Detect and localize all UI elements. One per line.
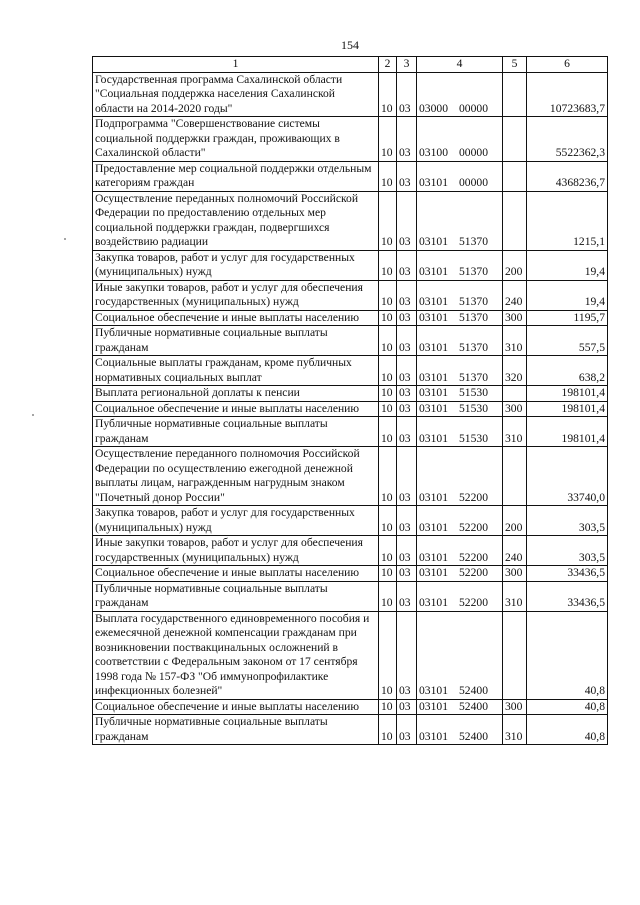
row-section: 10 [379, 536, 397, 566]
row-section: 10 [379, 280, 397, 310]
row-target-code [417, 191, 503, 250]
row-target-code-item: 52200 [459, 550, 488, 564]
row-subsection: 03 [397, 715, 417, 745]
table-row [93, 566, 608, 582]
row-section: 10 [379, 611, 397, 699]
row-target-code-item: 51370 [459, 265, 488, 278]
row-subsection: 03 [397, 611, 417, 699]
row-target-code-item: 51530 [459, 431, 488, 445]
row-expense-type [503, 386, 527, 402]
row-subsection: 03 [397, 506, 417, 536]
table-row [93, 715, 608, 745]
row-expense-type [503, 447, 527, 506]
row-subsection: 03 [397, 161, 417, 191]
row-section: 10 [379, 506, 397, 536]
row-target-code [417, 250, 503, 280]
row-target-code-program: 03101 [419, 265, 448, 278]
row-target-code [417, 506, 503, 536]
row-amount: 33436,5 [527, 581, 608, 611]
scan-speck [32, 414, 34, 416]
row-target-code-item: 00000 [459, 146, 488, 159]
scan-speck [64, 238, 66, 240]
table-row [93, 117, 608, 162]
row-section: 10 [379, 566, 397, 582]
header-col-1: 1 [93, 57, 379, 73]
row-section: 10 [379, 581, 397, 611]
row-target-code [417, 310, 503, 326]
row-name: Выплата государственного единовременного пособия и ежемесячной денежной компенсации гражданам при возникновении поствакцинальных осложнений в соответствии с Федеральным законом от 17 сентября 1998 года № 157-ФЗ "Об иммунопрофилактике инфекционных болезней" [93, 611, 379, 699]
row-target-code-program: 03101 [419, 490, 448, 504]
row-target-code [417, 401, 503, 417]
row-target-code-program: 03101 [419, 386, 448, 399]
row-expense-type [503, 161, 527, 191]
table-row [93, 191, 608, 250]
row-name: Осуществление переданного полномочия Российской Федерации по осуществлению ежегодной денежной выплаты лицам, награжденным нагрудным знаком "Почетный донор России" [93, 447, 379, 506]
table-row [93, 536, 608, 566]
row-target-code-program: 03101 [419, 295, 448, 308]
row-target-code [417, 326, 503, 356]
row-target-code [417, 536, 503, 566]
row-amount: 638,2 [527, 356, 608, 386]
row-subsection: 03 [397, 536, 417, 566]
table-row [93, 401, 608, 417]
row-subsection: 03 [397, 250, 417, 280]
row-target-code [417, 447, 503, 506]
header-col-5: 5 [503, 57, 527, 73]
row-target-code [417, 699, 503, 715]
row-amount: 303,5 [527, 536, 608, 566]
row-section: 10 [379, 310, 397, 326]
row-name: Публичные нормативные социальные выплаты гражданам [93, 326, 379, 356]
row-subsection: 03 [397, 117, 417, 162]
row-name: Публичные нормативные социальные выплаты гражданам [93, 715, 379, 745]
row-subsection: 03 [397, 581, 417, 611]
row-target-code-program: 03101 [419, 684, 448, 697]
row-name: Публичные нормативные социальные выплаты гражданам [93, 581, 379, 611]
table-row [93, 310, 608, 326]
row-target-code-item: 51370 [459, 310, 488, 324]
row-section: 10 [379, 401, 397, 417]
row-name: Иные закупки товаров, работ и услуг для обеспечения государственных (муниципальных) нужд [93, 280, 379, 310]
table-row [93, 611, 608, 699]
table-body [93, 72, 608, 745]
row-section: 10 [379, 191, 397, 250]
row-subsection: 03 [397, 566, 417, 582]
row-target-code-item: 51370 [459, 235, 488, 248]
row-name: Социальное обеспечение и иные выплаты населению [93, 310, 379, 326]
row-name: Социальные выплаты гражданам, кроме публичных нормативных социальных выплат [93, 356, 379, 386]
row-target-code-item: 52400 [459, 684, 488, 697]
row-section: 10 [379, 117, 397, 162]
row-target-code [417, 566, 503, 582]
row-name: Государственная программа Сахалинской области "Социальная поддержка населения Сахалинской области на 2014-2020 годы" [93, 72, 379, 117]
row-expense-type: 310 [503, 326, 527, 356]
row-target-code-program: 03101 [419, 699, 448, 713]
row-target-code [417, 356, 503, 386]
row-target-code-item: 51370 [459, 370, 488, 384]
row-expense-type: 300 [503, 401, 527, 417]
row-name: Социальное обеспечение и иные выплаты населению [93, 566, 379, 582]
row-expense-type: 300 [503, 699, 527, 715]
row-subsection: 03 [397, 447, 417, 506]
row-amount: 557,5 [527, 326, 608, 356]
table-row [93, 386, 608, 402]
row-expense-type: 320 [503, 356, 527, 386]
row-target-code [417, 117, 503, 162]
row-target-code [417, 581, 503, 611]
header-col-4: 4 [417, 57, 503, 73]
row-target-code-program: 03000 [419, 101, 448, 115]
table-row [93, 250, 608, 280]
row-amount: 40,8 [527, 699, 608, 715]
header-col-3: 3 [397, 57, 417, 73]
row-target-code [417, 611, 503, 699]
row-expense-type [503, 611, 527, 699]
row-target-code [417, 161, 503, 191]
row-expense-type: 310 [503, 417, 527, 447]
table-row [93, 417, 608, 447]
row-expense-type: 310 [503, 581, 527, 611]
row-target-code-program: 03100 [419, 146, 448, 159]
row-amount: 40,8 [527, 611, 608, 699]
row-target-code-program: 03101 [419, 340, 448, 354]
row-target-code-item: 00000 [459, 101, 488, 115]
row-section: 10 [379, 386, 397, 402]
row-amount: 303,5 [527, 506, 608, 536]
row-section: 10 [379, 326, 397, 356]
row-amount: 40,8 [527, 715, 608, 745]
row-target-code-item: 52400 [459, 699, 488, 713]
row-target-code [417, 72, 503, 117]
row-expense-type: 300 [503, 566, 527, 582]
row-section: 10 [379, 72, 397, 117]
row-target-code [417, 386, 503, 402]
row-target-code-program: 03101 [419, 310, 448, 324]
row-target-code-program: 03101 [419, 550, 448, 564]
row-amount: 33436,5 [527, 566, 608, 582]
row-target-code-item: 00000 [459, 176, 488, 189]
row-amount: 198101,4 [527, 401, 608, 417]
row-name: Социальное обеспечение и иные выплаты населению [93, 401, 379, 417]
row-name: Осуществление переданных полномочий Российской Федерации по предоставлению отдельных мер социальной поддержки граждан, подвергшихся воздействию радиации [93, 191, 379, 250]
budget-table [92, 56, 608, 745]
table-row [93, 447, 608, 506]
row-section: 10 [379, 250, 397, 280]
table-row [93, 326, 608, 356]
table-row [93, 699, 608, 715]
row-target-code-program: 03101 [419, 520, 448, 534]
row-section: 10 [379, 161, 397, 191]
row-subsection: 03 [397, 401, 417, 417]
row-amount: 1195,7 [527, 310, 608, 326]
row-subsection: 03 [397, 191, 417, 250]
row-section: 10 [379, 417, 397, 447]
table-row [93, 506, 608, 536]
row-subsection: 03 [397, 386, 417, 402]
row-name: Закупка товаров, работ и услуг для государственных (муниципальных) нужд [93, 250, 379, 280]
row-target-code-item: 52200 [459, 490, 488, 504]
row-name: Закупка товаров, работ и услуг для государственных (муниципальных) нужд [93, 506, 379, 536]
row-expense-type [503, 191, 527, 250]
row-subsection: 03 [397, 699, 417, 715]
row-amount: 19,4 [527, 250, 608, 280]
row-amount: 33740,0 [527, 447, 608, 506]
row-target-code [417, 280, 503, 310]
table-row [93, 280, 608, 310]
row-target-code-program: 03101 [419, 401, 448, 415]
header-col-6: 6 [527, 57, 608, 73]
header-row [93, 57, 608, 73]
row-target-code-program: 03101 [419, 431, 448, 445]
row-target-code-program: 03101 [419, 176, 448, 189]
row-subsection: 03 [397, 280, 417, 310]
row-expense-type: 240 [503, 536, 527, 566]
row-name: Социальное обеспечение и иные выплаты населению [93, 699, 379, 715]
row-name: Предоставление мер социальной поддержки отдельным категориям граждан [93, 161, 379, 191]
header-col-2: 2 [379, 57, 397, 73]
row-expense-type: 310 [503, 715, 527, 745]
row-target-code-item: 51530 [459, 386, 488, 399]
row-target-code-program: 03101 [419, 596, 448, 609]
row-amount: 198101,4 [527, 417, 608, 447]
row-target-code-item: 51530 [459, 401, 488, 415]
row-expense-type: 300 [503, 310, 527, 326]
table-row [93, 581, 608, 611]
row-name: Публичные нормативные социальные выплаты гражданам [93, 417, 379, 447]
row-expense-type [503, 72, 527, 117]
row-target-code-program: 03101 [419, 370, 448, 384]
row-name: Иные закупки товаров, работ и услуг для обеспечения государственных (муниципальных) нужд [93, 536, 379, 566]
row-subsection: 03 [397, 326, 417, 356]
row-expense-type: 240 [503, 280, 527, 310]
row-amount: 5522362,3 [527, 117, 608, 162]
row-expense-type: 200 [503, 506, 527, 536]
row-name: Подпрограмма "Совершенствование системы социальной поддержки граждан, проживающих в Сахалинской области" [93, 117, 379, 162]
table-row [93, 72, 608, 117]
row-section: 10 [379, 356, 397, 386]
row-target-code-program: 03101 [419, 729, 448, 743]
row-section: 10 [379, 447, 397, 506]
row-name: Выплата региональной доплаты к пенсии [93, 386, 379, 402]
row-target-code-item: 52200 [459, 596, 488, 609]
table-row [93, 356, 608, 386]
row-amount: 19,4 [527, 280, 608, 310]
row-amount: 10723683,7 [527, 72, 608, 117]
row-section: 10 [379, 699, 397, 715]
row-subsection: 03 [397, 72, 417, 117]
row-target-code-program: 03101 [419, 566, 448, 579]
row-amount: 198101,4 [527, 386, 608, 402]
row-target-code-item: 52400 [459, 729, 488, 743]
row-subsection: 03 [397, 310, 417, 326]
row-subsection: 03 [397, 417, 417, 447]
row-expense-type [503, 117, 527, 162]
row-target-code-item: 51370 [459, 340, 488, 354]
table-header [93, 57, 608, 73]
row-amount: 4368236,7 [527, 161, 608, 191]
row-amount: 1215,1 [527, 191, 608, 250]
page-number: 154 [341, 38, 359, 52]
row-target-code-program: 03101 [419, 235, 448, 248]
row-subsection: 03 [397, 356, 417, 386]
table-row [93, 161, 608, 191]
row-target-code-item: 52200 [459, 520, 488, 534]
row-section: 10 [379, 715, 397, 745]
row-target-code-item: 52200 [459, 566, 488, 579]
row-expense-type: 200 [503, 250, 527, 280]
row-target-code-item: 51370 [459, 295, 488, 308]
row-target-code [417, 715, 503, 745]
row-target-code [417, 417, 503, 447]
